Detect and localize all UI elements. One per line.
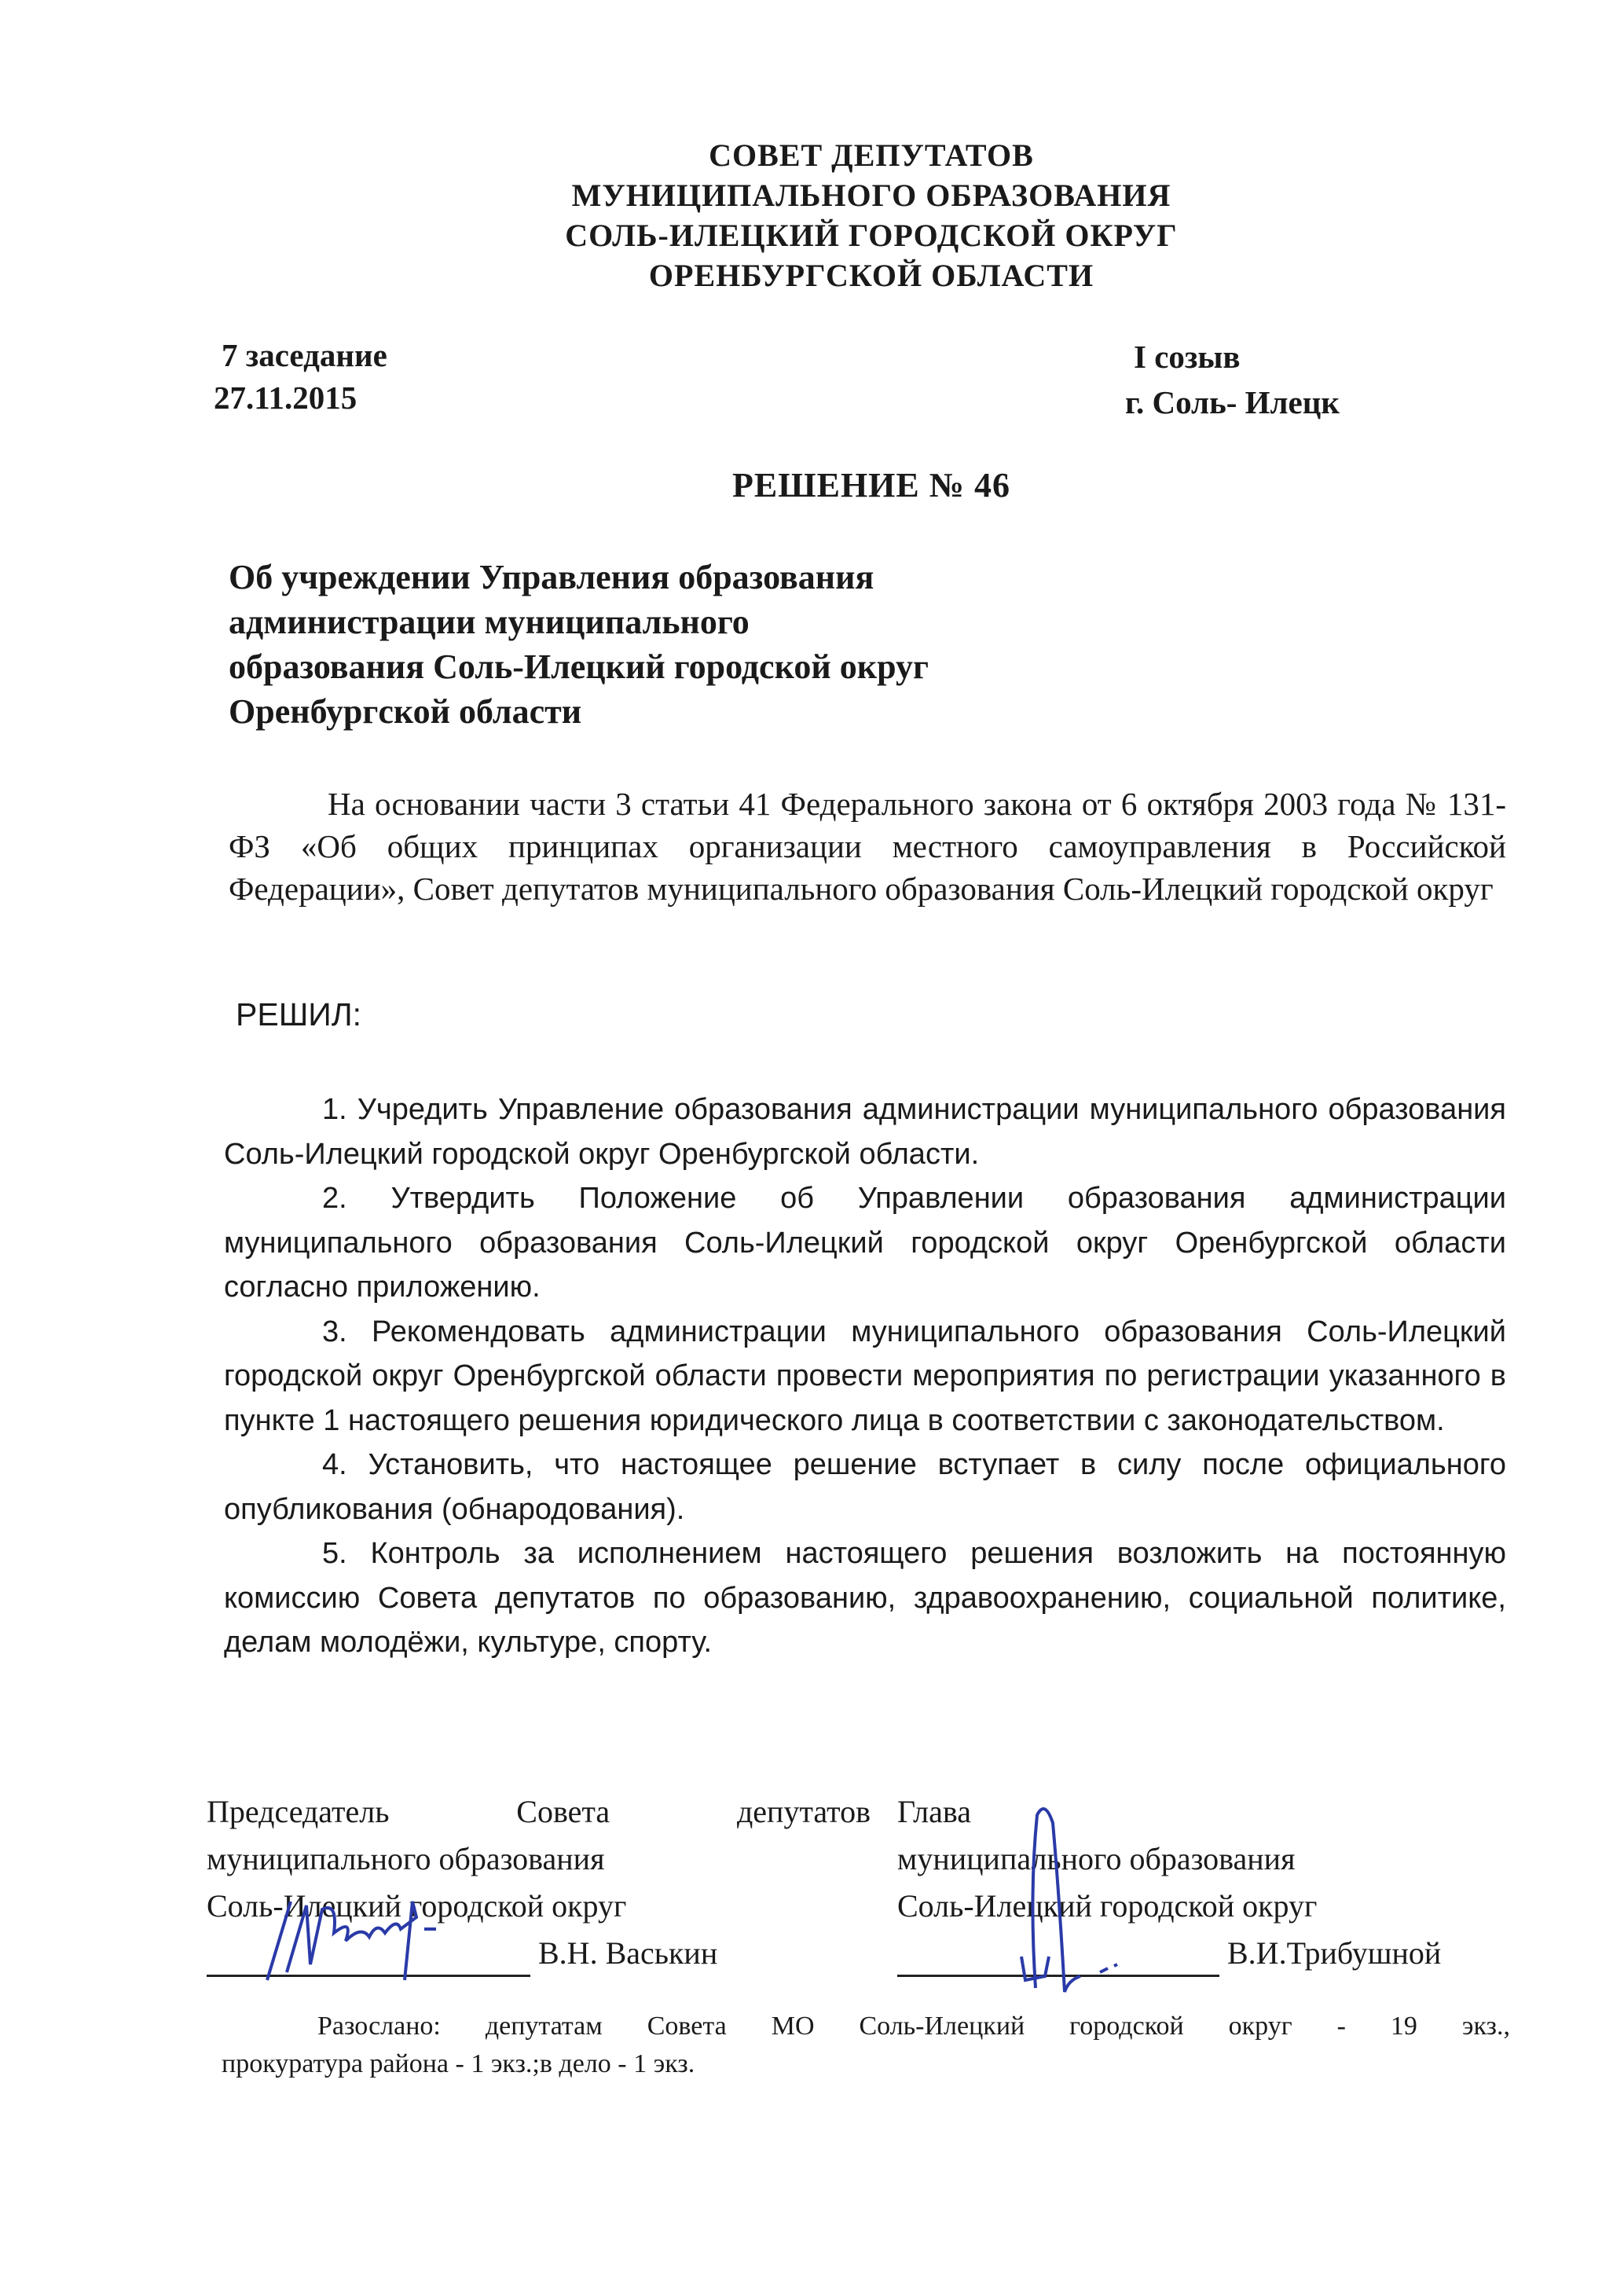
preamble: [229, 783, 1506, 910]
header-line: СОЛЬ-ИЛЕЦКИЙ ГОРОДСКОЙ ОКРУГ: [565, 218, 1178, 253]
decision-title: РЕШЕНИЕ № 46: [732, 466, 1010, 504]
subject-line: Об учреждении Управления образования: [229, 558, 874, 596]
sig-right-line: муниципального образования: [897, 1841, 1296, 1876]
decision-item: 5. Контроль за исполнением настоящего решения возложить на постоянную комиссию Совета депутатов по образованию, здравоохранению, социальной политике, делам молодёжи, культуре, спорту.: [224, 1537, 1506, 1659]
distribution-list: [222, 2008, 1510, 2083]
council-header: [0, 135, 1624, 295]
header-line: СОВЕТ ДЕПУТАТОВ: [709, 138, 1034, 173]
decision-subject: [229, 555, 929, 734]
header-line: МУНИЦИПАЛЬНОГО ОБРАЗОВАНИЯ: [571, 178, 1171, 213]
sig-left-word: Председатель: [207, 1794, 390, 1829]
subject-line: администрации муниципального: [229, 603, 750, 641]
sig-left-word: депутатов: [736, 1794, 871, 1829]
place: г. Соль- Илецк: [1125, 384, 1340, 420]
sig-left-line: Соль-Илецкий городской округ: [207, 1888, 627, 1924]
convocation: I созыв: [1134, 339, 1241, 375]
sig-right-line: Соль-Илецкий городской округ: [897, 1888, 1318, 1924]
decision-items: [224, 1087, 1506, 1665]
sig-right-name: В.И.Трибушной: [1227, 1935, 1442, 1971]
preamble-text: На основании части 3 статьи 41 Федерального закона от 6 октября 2003 года № 131-ФЗ «Об общих принципах организации местного самоуправления в Российской Федерации», Совет депутатов муниципального образования Соль-Илецкий городской округ: [229, 786, 1506, 907]
decision-item: 1. Учредить Управление образования администрации муниципального образования Соль-Илецкий городской округ Оренбургской области.: [224, 1093, 1506, 1171]
header-line: ОРЕНБУРГСКОЙ ОБЛАСТИ: [648, 258, 1094, 293]
session-number: 7 заседание: [222, 337, 387, 373]
subject-line: Оренбургской области: [229, 692, 582, 731]
sig-left-word: Совета: [516, 1794, 610, 1829]
handwritten-signature-left: [259, 1886, 495, 1988]
subject-line: образования Соль-Илецкий городской округ: [229, 647, 929, 686]
decision-item: 3. Рекомендовать администрации муниципального образования Соль-Илецкий городской округ Оренбургской области провести мероприятия по регистрации указанного в пункте 1 настоящего решения юридического лица в соответствии с законодательством.: [224, 1315, 1506, 1437]
decision-item: 4. Установить, что настоящее решение вступает в силу после официального опубликования (обнародования).: [224, 1448, 1506, 1526]
distribution-line: Разослано: депутатам Совета МО Соль-Илецкий городской округ - 19 экз.,: [317, 2012, 1510, 2041]
sig-right-line: Глава: [897, 1794, 971, 1829]
handwritten-signature-right: [1021, 1799, 1257, 2004]
sig-left-line: муниципального образования: [207, 1841, 605, 1876]
session-date: 27.11.2015: [214, 380, 357, 416]
sig-left-name: В.Н. Васькин: [538, 1935, 718, 1971]
resolved-label: РЕШИЛ:: [236, 996, 362, 1032]
decision-item: 2. Утвердить Положение об Управлении образования администрации муниципального образования Соль-Илецкий городской округ Оренбургской области согласно приложению.: [224, 1182, 1506, 1304]
distribution-line: прокуратура района - 1 экз.;в дело - 1 экз.: [222, 2049, 695, 2078]
